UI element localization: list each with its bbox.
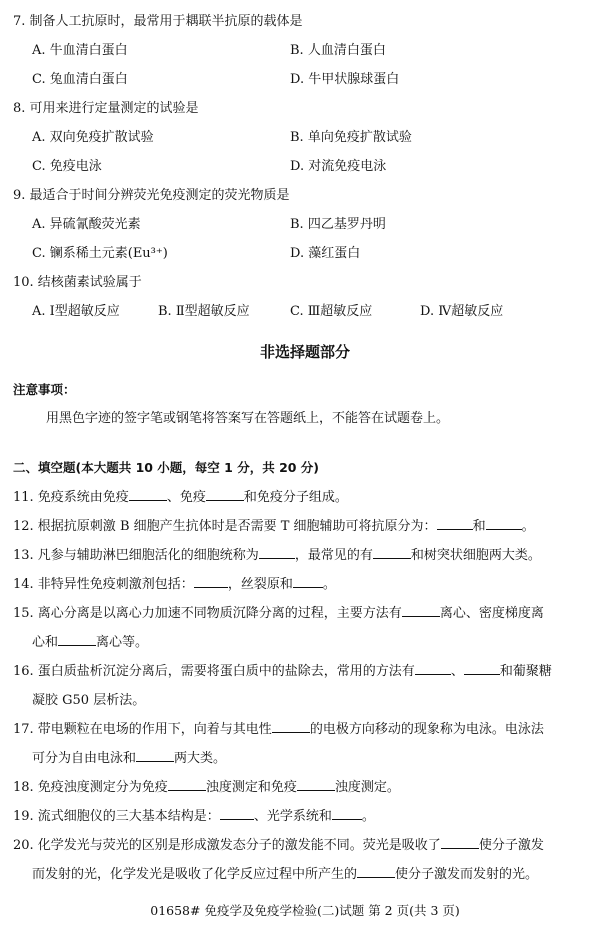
answer-blank [297,778,335,791]
answer-blank [206,488,244,501]
question-15-line1: 15. 离心分离是以离心力加速不同物质沉降分离的过程，主要方法有 离心、密度梯度离 [13,606,544,621]
answer-blank [220,807,254,820]
question-18: 18. 免疫浊度测定分为免疫 浊度测定和免疫 浊度测定。 [13,780,400,795]
option-7c: C. 兔血清白蛋白 [32,72,128,87]
part2-title: 二、填空题(本大题共 10 小题，每空 1 分，共 20 分) [13,460,320,475]
answer-blank [402,604,440,617]
option-8c: C. 免疫电泳 [32,159,102,174]
option-8b: B. 单向免疫扩散试验 [290,130,412,145]
question-20-line1: 20. 化学发光与荧光的区别是形成激发态分子的激发能不同。荧光是吸收了 使分子激发 [13,838,544,853]
option-8a: A. 双向免疫扩散试验 [32,130,154,145]
option-9b: B. 四乙基罗丹明 [290,217,386,232]
answer-blank [136,749,174,762]
question-8-stem: 8. 可用来进行定量测定的试验是 [13,101,199,116]
question-12: 12. 根据抗原刺激 B 细胞产生抗体时是否需要 T 细胞辅助可将抗原分为： 和 。 [13,519,535,534]
question-9-stem: 9. 最适合于时间分辨荧光免疫测定的荧光物质是 [13,188,290,203]
answer-blank [129,488,167,501]
question-13: 13. 凡参与辅助淋巴细胞活化的细胞统称为 ，最常见的有 和树突状细胞两大类。 [13,548,541,563]
notice-text: 用黑色字迹的签字笔或钢笔将答案写在答题纸上，不能答在试题卷上。 [46,411,450,426]
question-19: 19. 流式细胞仪的三大基本结构是： 、光学系统和 。 [13,809,375,824]
answer-blank [332,807,362,820]
option-9a: A. 异硫氰酸荧光素 [32,217,141,232]
option-9c: C. 镧系稀土元素(Eu³⁺) [32,246,168,261]
notice-label: 注意事项： [13,382,76,397]
question-17-line1: 17. 带电颗粒在电场的作用下，向着与其电性 的电极方向移动的现象称为电泳。电泳法 [13,722,544,737]
question-7-stem: 7. 制备人工抗原时，最常用于耦联半抗原的载体是 [13,14,303,29]
option-7b: B. 人血清白蛋白 [290,43,386,58]
answer-blank [168,778,206,791]
option-10d: D. Ⅳ超敏反应 [420,304,504,319]
option-10a: A. Ⅰ型超敏反应 [32,304,120,319]
option-9d: D. 藻红蛋白 [290,246,361,261]
question-20-line2: 而发射的光，化学发光是吸收了化学反应过程中所产生的 使分子激发而发射的光。 [32,867,539,882]
page-footer: 01658# 免疫学及免疫学检验(二)试题 第 2 页(共 3 页) [150,903,460,918]
answer-blank [194,575,228,588]
answer-blank [464,662,500,675]
answer-blank [259,546,295,559]
answer-blank [272,720,310,733]
answer-blank [357,865,395,878]
question-17-line2: 可分为自由电泳和 两大类。 [32,751,227,766]
option-10b: B. Ⅱ型超敏反应 [158,304,250,319]
section-title: 非选择题部分 [259,343,350,361]
answer-blank [293,575,323,588]
answer-blank [441,836,479,849]
question-11: 11. 免疫系统由免疫 、免疫 和免疫分子组成。 [13,490,348,505]
question-10-stem: 10. 结核菌素试验属于 [13,275,142,290]
option-8d: D. 对流免疫电泳 [290,159,387,174]
option-10c: C. Ⅲ超敏反应 [290,304,373,319]
answer-blank [437,517,473,530]
answer-blank [486,517,522,530]
option-7d: D. 牛甲状腺球蛋白 [290,72,400,87]
question-15-line2: 心和 离心等。 [32,635,149,650]
answer-blank [373,546,411,559]
answer-blank [58,633,96,646]
question-14: 14. 非特异性免疫刺激剂包括： ，丝裂原和 。 [13,577,336,592]
question-16-line1: 16. 蛋白质盐析沉淀分离后，需要将蛋白质中的盐除去，常用的方法有 、 和葡聚糖 [13,664,552,679]
option-7a: A. 牛血清白蛋白 [32,43,128,58]
answer-blank [415,662,451,675]
question-16-line2: 凝胶 G50 层析法。 [32,693,146,708]
